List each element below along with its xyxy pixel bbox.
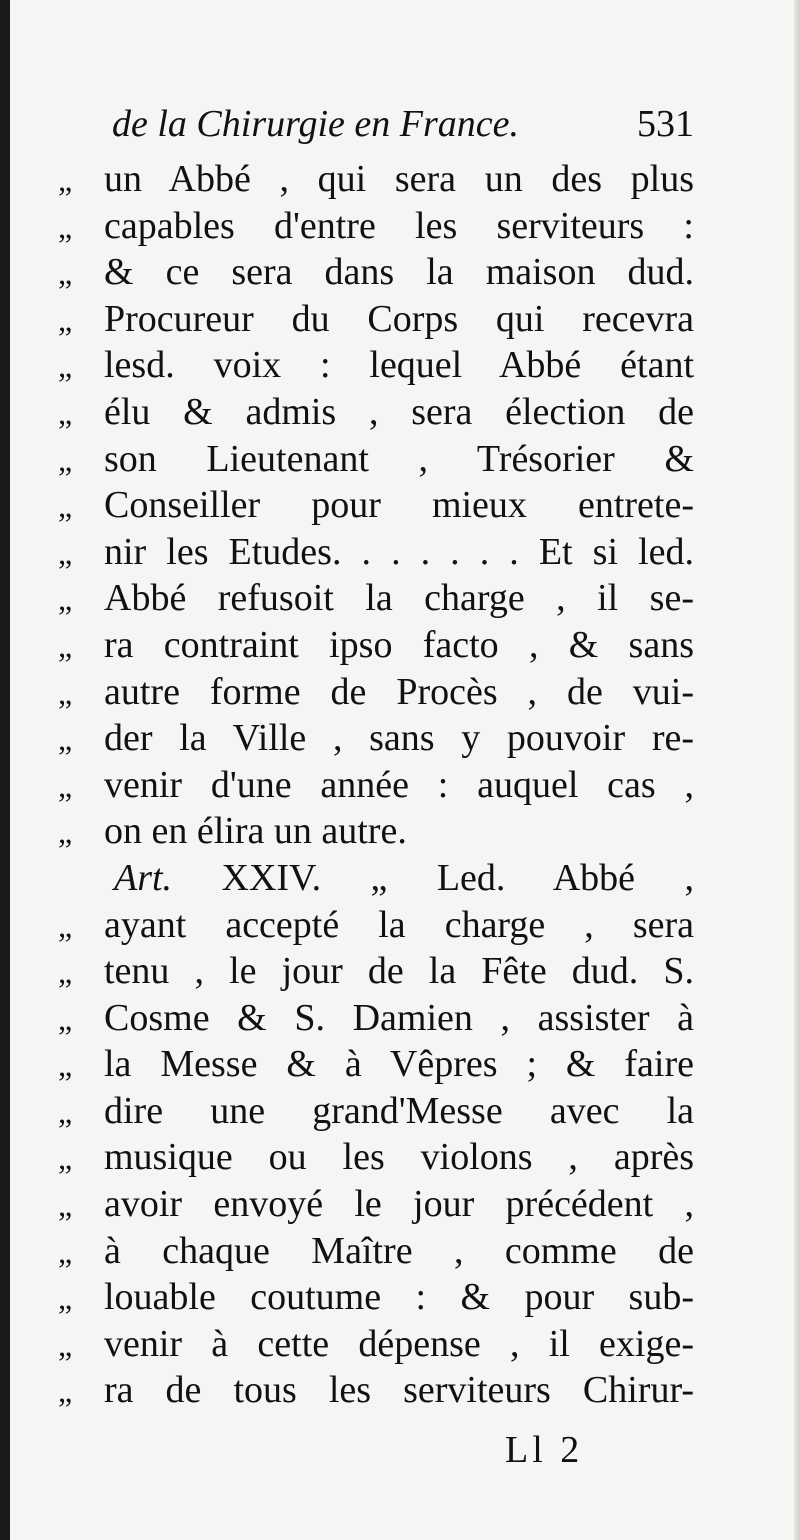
line-text: Abbé refusoit la charge , il se- (104, 577, 694, 620)
text-line (58, 389, 694, 436)
running-title: de la Chirurgie en France. (112, 103, 520, 145)
text-line (58, 342, 694, 389)
text-line (58, 1041, 694, 1088)
quote-mark: „ (58, 1047, 73, 1084)
quote-mark: „ (58, 1093, 73, 1130)
quote-mark: „ (58, 721, 73, 758)
quote-mark: „ (58, 348, 73, 385)
page-binding-edge (0, 0, 10, 1540)
text-line (58, 1134, 694, 1181)
line-text: capables d'entre les serviteurs : (104, 204, 694, 247)
quote-mark: „ (58, 534, 73, 571)
line-text: on en élira un autre. (104, 810, 407, 853)
text-line (58, 762, 694, 809)
quote-mark: „ (58, 1187, 73, 1224)
line-text: la Messe & à Vêpres ; & faire (104, 1043, 694, 1086)
article-heading-line (58, 855, 694, 902)
quote-mark: „ (58, 954, 73, 991)
line-text: avoir envoyé le jour précédent , (104, 1183, 694, 1226)
quote-mark: „ (58, 674, 73, 711)
text-line (58, 622, 694, 669)
quote-mark: „ (58, 814, 73, 851)
quote-mark: „ (58, 1233, 73, 1270)
quote-mark: „ (58, 767, 73, 804)
quote-mark: „ (58, 255, 73, 292)
text-line (58, 203, 694, 250)
line-text: autre forme de Procès , de vui- (104, 670, 694, 713)
text-line (58, 1367, 694, 1414)
line-text: der la Ville , sans y pouvoir re- (104, 717, 694, 760)
text-line (58, 715, 694, 762)
text-line (58, 1321, 694, 1368)
page-outer-edge (794, 0, 800, 1540)
quote-mark: „ (58, 1280, 73, 1317)
text-line (58, 669, 694, 716)
text-line (58, 1088, 694, 1135)
text-line (58, 902, 694, 949)
quote-mark: „ (58, 441, 73, 478)
line-text: nir les Etudes. . . . . . . Et si led. (104, 530, 694, 573)
line-text: à chaque Maître , comme de (104, 1229, 694, 1272)
text-line (58, 808, 694, 855)
article-text: XXIV. „ Led. Abbé , (221, 856, 694, 899)
quote-mark: „ (58, 488, 73, 525)
article-label: Art. (114, 856, 173, 899)
line-text (104, 855, 694, 902)
text-line (58, 249, 694, 296)
line-text: dire une grand'Messe avec la (104, 1089, 694, 1132)
quote-mark: „ (58, 1373, 73, 1410)
line-text: & ce sera dans la maison dud. (104, 251, 694, 294)
text-line (58, 1181, 694, 1228)
quote-mark: „ (58, 301, 73, 338)
line-text: ra contraint ipso facto , & sans (104, 623, 694, 666)
quote-mark: „ (58, 1140, 73, 1177)
signature-mark: Ll 2 (505, 1429, 584, 1471)
text-line (58, 482, 694, 529)
text-line (58, 156, 694, 203)
line-text: venir d'une année : auquel cas , (104, 763, 694, 806)
quote-mark: „ (58, 581, 73, 618)
line-text: lesd. voix : lequel Abbé étant (104, 344, 694, 387)
text-line (58, 1228, 694, 1275)
line-text: Procureur du Corps qui recevra (104, 297, 694, 340)
quote-mark: „ (58, 1326, 73, 1363)
line-text: son Lieutenant , Trésorier & (104, 437, 694, 480)
line-text: un Abbé , qui sera un des plus (104, 158, 694, 200)
line-text: louable coutume : & pour sub- (104, 1276, 694, 1319)
text-line (58, 529, 694, 576)
line-text: Cosme & S. Damien , assister à (104, 996, 694, 1039)
quote-mark: „ (58, 627, 73, 664)
quote-mark: „ (58, 1000, 73, 1037)
line-text: ra de tous les serviteurs Chirur- (104, 1369, 694, 1412)
line-text: élu & admis , sera élection de (104, 390, 694, 433)
line-text: tenu , le jour de la Fête dud. S. (104, 950, 694, 993)
quote-mark: „ (58, 162, 73, 198)
line-text: musique ou les violons , après (104, 1136, 694, 1179)
text-line (58, 296, 694, 343)
quote-mark: „ (58, 208, 73, 245)
quote-mark: „ (58, 394, 73, 431)
text-line (58, 436, 694, 483)
text-line (58, 948, 694, 995)
text-line (58, 995, 694, 1042)
line-text: Conseiller pour mieux entrete- (104, 484, 694, 527)
running-head (112, 100, 694, 148)
page-number: 531 (637, 103, 694, 145)
line-text: ayant accepté la charge , sera (104, 903, 694, 946)
text-line (58, 1274, 694, 1321)
body-text (58, 156, 694, 1414)
line-text: venir à cette dépense , il exige- (104, 1322, 694, 1365)
quote-mark: „ (58, 907, 73, 944)
text-line (58, 575, 694, 622)
